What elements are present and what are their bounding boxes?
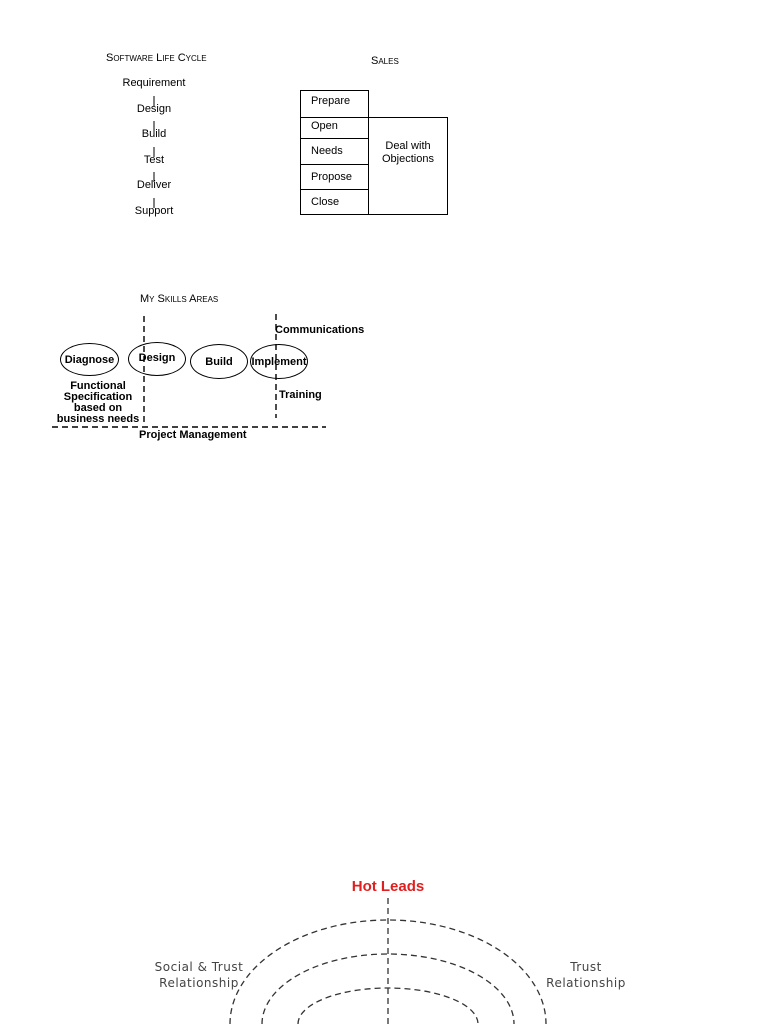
sales-step-open: Open (300, 117, 369, 139)
slc-step-requirement: Requirement (122, 77, 186, 89)
sales-title: Sales (371, 55, 399, 67)
sales-deal-with-objections: Deal with Objections (368, 117, 448, 215)
leads-right-label: Trust Relationship (546, 960, 626, 990)
slc-step-design: Design (136, 103, 172, 115)
skills-project-management: Project Management (139, 429, 247, 441)
skill-design: Design (128, 342, 186, 376)
skill-build: Build (190, 344, 248, 379)
hot-leads-title: Hot Leads (351, 878, 425, 895)
skills-title: My Skills Areas (140, 293, 219, 305)
skills-communications: Communications (275, 324, 365, 336)
slc-step-deliver: Deliver (136, 179, 172, 191)
skill-diagnose: Diagnose (60, 343, 119, 376)
skills-functional-spec: Functional Specification based on business needs (56, 380, 140, 425)
slc-step-build: Build (141, 128, 167, 140)
slc-step-test: Test (143, 154, 165, 166)
slc-step-support: Support (134, 205, 174, 217)
sales-step-prepare: Prepare (300, 90, 369, 118)
skills-training: Training (279, 389, 322, 401)
sales-step-needs: Needs (300, 138, 369, 165)
leads-left-label: Social & Trust Relationship (154, 960, 244, 990)
sales-step-close: Close (300, 189, 369, 215)
skill-implement: Implement (250, 344, 308, 379)
software-life-cycle-title: Software Life Cycle (106, 52, 207, 64)
sales-step-propose: Propose (300, 164, 369, 190)
